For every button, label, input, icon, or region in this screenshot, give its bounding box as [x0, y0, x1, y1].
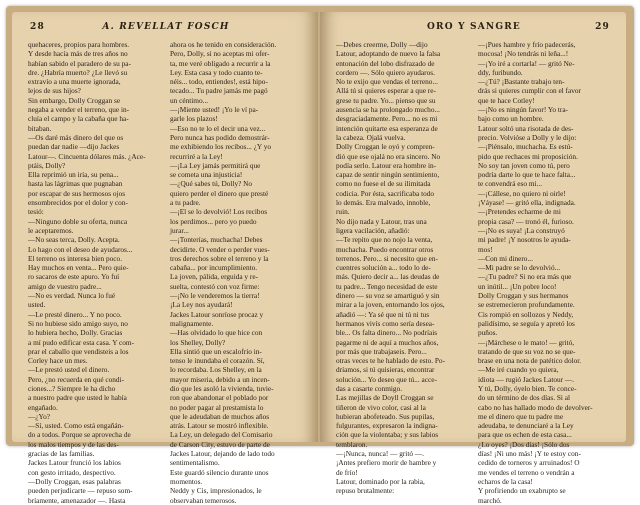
text-line: hasta las lágrimas que pugnaban	[28, 179, 123, 189]
text-line: gracias de las familias.	[28, 449, 95, 459]
text-line: marchó.	[478, 495, 502, 505]
text-line: a nuestro padre que usted le había	[28, 393, 127, 403]
text-line: brase en una nota de patético dolor.	[478, 356, 582, 366]
text-line: Pero nunca has podido demostrár-	[170, 132, 270, 142]
text-line: negaba a vender el terreno, que in-	[28, 105, 130, 115]
text-line: dio que les asoló la vivienda, tuvie-	[170, 383, 274, 393]
text-line: como no fuese el de su ilimitada	[336, 179, 431, 189]
text-line: mocosa! ¡No tendrás ni leña...!	[478, 49, 569, 59]
text-line: das a casarte conmigo.	[336, 383, 403, 393]
text-line: se estremecieron profundamente.	[478, 300, 575, 310]
text-line: ligera vacilación, añadió:	[336, 225, 410, 235]
left-page-header	[30, 22, 302, 36]
text-line: tu padre... Tengo necesidad de este	[336, 281, 438, 291]
text-line: Jackes Latour sonríose procaz y	[170, 309, 264, 319]
text-line: podía serlo. Latour era hombre in-	[336, 160, 437, 170]
text-line: Latour soltó una risotada de des-	[478, 123, 574, 133]
text-line: —¡La Ley jamás permitirá que	[170, 160, 261, 170]
text-line: do un término de dos días. Si al	[478, 393, 571, 403]
right-page-body	[336, 40, 612, 505]
text-line: solución... Yo deseo que tú... acce-	[336, 374, 437, 384]
text-line: Y profiriendo un exabrupto se	[478, 486, 566, 496]
text-line: —Dolly Croggan, esas palabras	[28, 476, 121, 486]
text-line: ta, me veré obligado a recurrir a la	[170, 58, 271, 68]
text-line: ensombrecidos por el dolor y con-	[28, 198, 128, 208]
text-line: extravío a una muerte ignorada,	[28, 77, 121, 87]
text-line: —No es verdad. Nunca lo fué	[28, 291, 116, 301]
left-page-body	[28, 40, 304, 505]
text-line: bríamente, amenazador —. Hasta	[28, 495, 126, 505]
text-line: Dolly Croggan y sus hermanos	[478, 291, 569, 301]
text-line: precio. Volvióse a Dolly y le dijo:	[478, 132, 577, 142]
right-page	[320, 12, 626, 505]
text-line: amigo de vuestro padre...	[28, 281, 102, 291]
text-line: cordero —. Sólo quiero ayudaros.	[336, 67, 435, 77]
text-line: —¡El se lo devolvió! Los recibos	[170, 207, 268, 217]
text-column	[478, 40, 610, 505]
text-line: hubieran abofeteado. Sus pupilas,	[336, 411, 435, 421]
text-line: ron que abandonar el poblado por	[170, 393, 269, 403]
text-line: cabo no has hallado modo de devolver-	[478, 402, 593, 412]
text-line: recurriré a la Ley!	[170, 151, 223, 161]
text-line: más. Quiero decir a... las deudas de	[336, 272, 440, 282]
text-line: —Eso no te lo el decir una vez...	[170, 123, 266, 133]
text-line: dre. ¿Habría muerto? ¿Le llevó su	[28, 67, 128, 77]
text-line: Y desde hacía más de tres años no	[28, 49, 128, 59]
text-line: pido que rechaces mi proposición.	[478, 151, 578, 161]
text-line: adeudaba, te denunciaré a la Ley	[478, 421, 574, 431]
text-line: —Le presté dinero... Y no poco.	[28, 309, 122, 319]
text-line: desgraciadamente. Pero... no es mi	[336, 114, 438, 124]
text-line: —Debes creerme, Dolly —dijo	[336, 40, 428, 49]
text-line: do a todos. Porque se aprovecha de	[28, 430, 131, 440]
text-line: bajo como un hombre.	[478, 114, 544, 124]
text-line: puedan dar nadie —dijo Jackes	[28, 142, 120, 152]
text-line: —Has olvidado lo que hice con	[170, 328, 263, 338]
text-line: tenso le inundaba el corazón. Sí,	[170, 356, 265, 366]
text-line: No te exijo que vendas el terreno...	[336, 77, 438, 87]
text-line: Pero, Dolly, si no aceptas mi ofer-	[170, 49, 270, 59]
text-line: ¿Lo oyes? ¡Dos días! ¡Sólo dos	[478, 439, 570, 449]
text-line: usted.	[28, 300, 46, 310]
text-line: por más que trabajaseis. Pero...	[336, 346, 427, 356]
text-line: —Ninguno doble su oferta, nunca	[28, 216, 128, 226]
text-line: terrenos. Pero... si necesito que en-	[336, 253, 438, 263]
text-line: capaz de sentir ningún sentimiento,	[336, 170, 440, 180]
text-line: los perdimos... pero yo puedo	[170, 216, 257, 226]
text-line: garle los plazos!	[170, 114, 218, 124]
text-line: se cometa una injusticia!	[170, 170, 243, 180]
text-line: —¿Tu padre? Si no era más que	[478, 272, 572, 282]
text-line: palidísimo, se seguía y apretó los	[478, 318, 575, 328]
text-line: Latour—. Cincuenta dólares más. ¿Ace-	[28, 151, 146, 161]
text-line: otras veces te he hablado de esto. Po-	[336, 356, 446, 366]
text-line: lo recordaba. Los Shelley, en la	[170, 365, 262, 375]
running-head: ORO Y SANGRE	[427, 22, 521, 32]
text-line: idiota — rugió Jackes Latour —.	[478, 374, 575, 384]
text-line: Ella reprimió un iría, su pena...	[28, 170, 119, 180]
text-line: —¿Tú? ¡Bastante trabajo ten-	[478, 77, 565, 87]
text-line: tratando de que su voz no se que-	[478, 346, 576, 356]
text-line: grese tu padre. Yo... pienso que su	[336, 95, 436, 105]
text-line: drás si quieres cumplir con el favor	[478, 86, 581, 96]
text-line: —¿Qué sabes tú, Dolly? No	[170, 179, 253, 189]
text-line: —¡Cállese, no quiero ni oirle!	[478, 188, 566, 198]
text-line: malignamente.	[170, 318, 214, 328]
text-line: La Ley, un delegado del Comisario	[170, 430, 273, 440]
text-line: —¡Miente usted! ¡Yo le ví pa-	[170, 105, 259, 115]
text-line: que le adeudaban de muchos años	[170, 411, 270, 421]
text-line: No dijo nada y Latour, tras una	[336, 216, 427, 226]
text-line: a mí pudo edificar esta casa. Y com-	[28, 337, 135, 347]
text-line: lo demás. Era malvado, innoble,	[336, 198, 431, 208]
text-line: habían sabido el paradero de su pa-	[28, 58, 131, 68]
text-line: sentimentalismo.	[170, 458, 220, 468]
text-line: muchacha. Puedo encontrar otros	[336, 244, 434, 254]
text-line: Hay muchos en venta... Pero quie-	[28, 263, 129, 273]
text-line: la cabeza. Ojalá vuelva.	[336, 132, 406, 142]
text-line: quiero perder el dinero que presté	[170, 188, 269, 198]
text-line: prar el caballo que vendisteis a los	[28, 346, 129, 356]
text-line: —Mi padre se lo devolvió...	[478, 263, 561, 273]
text-line: tesió:	[28, 207, 44, 217]
text-line: añadió —: Ya sé que ni tú ni tus	[336, 309, 430, 319]
text-line: observaban temerosos.	[170, 495, 237, 505]
text-line: pueden perjudicarte — repuso som-	[28, 486, 133, 496]
text-line: ¡La Ley nos ayudará!	[170, 300, 233, 310]
page-number: 28	[30, 22, 45, 32]
text-line: ptáis, Dolly?	[28, 160, 66, 170]
text-line: Cis rompió en sollozos y Neddy,	[478, 309, 574, 319]
text-line: días! ¡Ni uno más! ¡Y te estoy con-	[478, 449, 581, 459]
text-line: —¡Tonterías, muchacha! Debes	[170, 235, 263, 245]
text-line: Si no hubiese sido amigo suyo, no	[28, 318, 128, 328]
text-line: Ley. Esta casa y todo cuanto te-	[170, 67, 263, 77]
text-line: —¡Nunca, nunca! — gritó —.	[336, 449, 424, 459]
text-line: podría darte lo que te hace falta...	[478, 170, 576, 180]
text-line: ble... Os falta dinero... No podríais	[336, 328, 438, 338]
text-line: no poder pagar al prestamista lo	[170, 402, 264, 412]
text-line: mos!	[478, 244, 493, 254]
text-line: ¡Váyase! — gritó ella, indignada.	[478, 198, 576, 208]
text-line: ahora os he tenido en consideración.	[170, 40, 277, 49]
text-line: decidirte. O vender o perder vues-	[170, 244, 270, 254]
text-column	[336, 40, 468, 496]
text-line: de frío!	[336, 467, 358, 477]
running-head: A. REVELLAT FOSCH	[102, 22, 230, 32]
text-line: intención quitarte esa esperanza de	[336, 123, 438, 133]
text-line: ción que la violentaba; y sus labios	[336, 430, 439, 440]
text-line: dríamos, si tú quisieras, encontrar	[336, 365, 435, 375]
text-line: ddy, furibundo.	[478, 67, 523, 77]
text-line: La joven, pálida, erguida y re-	[170, 272, 259, 282]
page-number: 29	[595, 22, 610, 32]
text-line: codicia. Por ésta, sacrificaba todo	[336, 188, 435, 198]
text-line: de Carson City, estuvo de parte de	[170, 439, 270, 449]
text-line: tiñeron de vivo color, casi al la	[336, 402, 426, 412]
text-line: cluía el campo y la cabaña que ha-	[28, 114, 129, 124]
text-line: —¡No es ningún favor! Yo tra-	[478, 105, 568, 115]
text-line: Corley hace un mes.	[28, 356, 88, 366]
text-line: mi padre! ¡Y nosotros le ayuda-	[478, 235, 571, 245]
text-line: a tu padre.	[170, 198, 201, 208]
text-line: —¡Márchese o le mato! — gritó,	[478, 337, 575, 347]
text-line: pagarme ni de aquí a muchos años,	[336, 337, 439, 347]
text-line: repuso brutalmente:	[336, 486, 395, 496]
text-line: Jackes Latour, dejando de lado todo	[170, 449, 275, 459]
text-line: momentos.	[170, 476, 203, 486]
text-line: cuentres solución a... todo lo de-	[336, 263, 431, 273]
text-line: Lo hago con el deseo de ayudaros...	[28, 244, 133, 254]
text-line: Latour, adoptando de nuevo la falsa	[336, 49, 441, 59]
text-line: —Sí, usted. Como está engañán-	[28, 421, 124, 431]
text-line: lo hubiera hecho, Dolly. Gracias	[28, 328, 123, 338]
text-line: le aceptaremos.	[28, 225, 74, 235]
text-line: Jackes Latour frunció los labios	[28, 458, 121, 468]
text-line: —Te repito que no nojo la venta,	[336, 235, 433, 245]
text-line: —Os daré más dinero del que os	[28, 132, 124, 142]
text-line: los malos tiempos y de las des-	[28, 439, 119, 449]
text-line: ro sacaros de este apuro. Yo fuí	[28, 272, 120, 282]
text-line: fulgurantes, expresaron la indigna-	[336, 421, 438, 431]
text-line: Ella sintió que un escalofrío in-	[170, 346, 262, 356]
text-line: para que os echen de esta casa...	[478, 430, 572, 440]
text-line: Pero, ¿no recuerda en qué condi-	[28, 374, 125, 384]
text-column	[28, 40, 160, 505]
text-line: los Shelley, Dolly?	[170, 337, 226, 347]
text-line: ¡Antes prefiero morir de hambre y	[336, 458, 437, 468]
text-line: mirar a la joven, entornando los ojos,	[336, 300, 445, 310]
text-line: —Con mi dinero...	[478, 253, 533, 263]
text-line: me exhibiendo los recibos... ¿Y yo	[170, 142, 272, 152]
text-line: El terreno os interesa bien poco.	[28, 253, 123, 263]
text-line: propia casa? — tronó él, furioso.	[478, 216, 574, 226]
text-line: quehaceres, propios para hombres.	[28, 40, 130, 49]
text-line: dinero — su voz se amartiguó y sin	[336, 291, 440, 301]
right-page-header	[338, 22, 610, 36]
text-line: atrás. Latour se mostró inflexible.	[170, 421, 269, 431]
text-line: echaros de la casa!	[478, 476, 533, 486]
text-line: néis... todo, entiendes!, está hipo-	[170, 77, 268, 87]
text-line: Las mejillas de Doyll Croggan se	[336, 393, 434, 403]
text-line: por escapar de sus hermosos ojos	[28, 188, 126, 198]
text-line: puños.	[478, 328, 498, 338]
text-line: Latour, dominado por la rabia,	[336, 476, 425, 486]
text-line: —Le prestó usted el dinero.	[28, 365, 110, 375]
text-line: —¡No le venderemos la tierra!	[170, 291, 260, 301]
left-page	[12, 12, 318, 505]
text-column	[170, 40, 302, 505]
text-line: cedido de torneros y arruinados! O	[478, 458, 580, 468]
text-line: mayor miseria, debido a un incen-	[170, 374, 270, 384]
text-line: me el dinero que tu padre me	[478, 411, 564, 421]
text-line: suelta, contestó con voz firme:	[170, 281, 260, 291]
text-line: un inútil... ¡Un pobre loco!	[478, 281, 557, 291]
text-line: bitaban.	[28, 123, 52, 133]
text-line: —¡Piénsalo, muchacha. Es estú-	[478, 142, 573, 152]
open-book	[6, 6, 634, 505]
text-line: Dolly Croggan le oyó y compren-	[336, 142, 435, 152]
text-line: ciones...? Siempre le ha dicho	[28, 383, 116, 393]
text-line: cabaña... por incumplimiento.	[170, 263, 258, 273]
text-line: hermanos vivís como sería desea-	[336, 318, 435, 328]
text-line: engañado.	[28, 402, 58, 412]
text-line: con gesto irritado, despectivo.	[28, 467, 116, 477]
text-line: que te hace Cotley!	[478, 95, 535, 105]
text-line: Sin embargo, Dolly Croggan se	[28, 95, 121, 105]
text-line: —¡Yo iré a cortarla! — gritó Ne-	[478, 58, 575, 68]
text-line: tros derechos sobre el terreno y la	[170, 253, 269, 263]
text-line: entonación del lobo disfrazado de	[336, 58, 435, 68]
text-line: No soy tan joven como tú, pero	[478, 160, 570, 170]
text-line: dió que ese ojalá no era sincero. No	[336, 151, 441, 161]
text-line: un céntimo...	[170, 95, 209, 105]
text-line: ausencia se ha prolongado mucho...	[336, 105, 440, 115]
text-line: te convendrá eso mi...	[478, 179, 543, 189]
text-line: —¡No es suya! ¡La construyó	[478, 225, 565, 235]
text-line: —¡Pretendes echarme de mi	[478, 207, 561, 217]
text-line: Allá tú si quieres esperar a que re-	[336, 86, 436, 96]
text-line: Neddy y Cis, impresionados, le	[170, 486, 262, 496]
text-line: ruin.	[336, 207, 350, 217]
text-line: —¿Yo?	[28, 411, 50, 421]
text-line: —No seas terca, Dolly. Acepta.	[28, 235, 120, 245]
text-line: jurar...	[170, 225, 189, 235]
text-line: me vendes el terreno o vendrán a	[478, 467, 575, 477]
text-line: —¡Pues hambre y frío padecerás,	[478, 40, 576, 49]
text-line: Este guardó silencio durante unos	[170, 467, 269, 477]
text-line: —Me iré cuando yo quiera,	[478, 365, 559, 375]
text-line: temblaron.	[336, 439, 368, 449]
text-line: tecado... Tu padre jamás me pagó	[170, 86, 268, 96]
text-line: lejos de sus hijos?	[28, 86, 81, 96]
text-line: Y tú, Dolly, óyelo bien. Te conce-	[478, 383, 577, 393]
